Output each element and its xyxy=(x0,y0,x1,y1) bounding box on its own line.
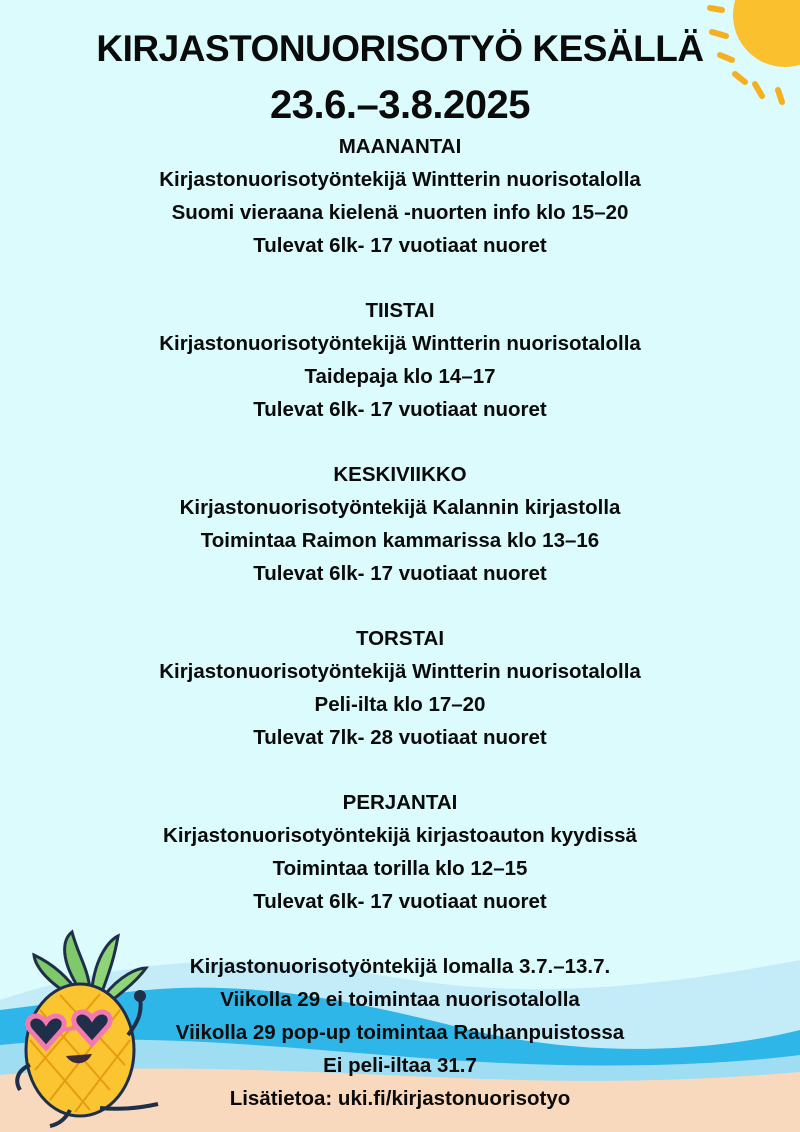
day-line: Taidepaja klo 14–17 xyxy=(304,365,496,388)
day-name: TIISTAI xyxy=(365,299,435,322)
note-vacation: Kirjastonuorisotyöntekijä lomalla 3.7.–13.7. xyxy=(189,955,611,978)
notes xyxy=(0,950,800,1115)
day-name: KESKIVIIKKO xyxy=(333,463,467,486)
day-tuesday xyxy=(0,294,800,426)
day-line: Suomi vieraana kielenä -nuorten info klo 15–20 xyxy=(171,201,629,224)
day-line: Tulevat 6lk- 17 vuotiaat nuoret xyxy=(253,562,547,585)
schedule xyxy=(0,130,800,1115)
day-line: Toimintaa torilla klo 12–15 xyxy=(272,857,528,880)
day-name: TORSTAI xyxy=(355,627,445,650)
day-line: Tulevat 7lk- 28 vuotiaat nuoret xyxy=(253,726,547,749)
day-line: Tulevat 6lk- 17 vuotiaat nuoret xyxy=(253,398,547,421)
day-name: MAANANTAI xyxy=(338,135,462,158)
day-wednesday xyxy=(0,458,800,590)
note-no-game-night: Ei peli-iltaa 31.7 xyxy=(323,1054,477,1077)
page-title: KIRJASTONUORISOTYÖ KESÄLLÄ xyxy=(96,28,704,69)
day-line: Kirjastonuorisotyöntekijä Wintterin nuorisotalolla xyxy=(159,660,641,683)
note-week29-popup: Viikolla 29 pop-up toimintaa Rauhanpuistossa xyxy=(175,1021,625,1044)
day-monday xyxy=(0,130,800,262)
day-line: Tulevat 6lk- 17 vuotiaat nuoret xyxy=(253,234,547,257)
note-week29-closed: Viikolla 29 ei toimintaa nuorisotalolla xyxy=(220,988,580,1011)
day-line: Kirjastonuorisotyöntekijä Wintterin nuorisotalolla xyxy=(159,332,641,355)
day-thursday xyxy=(0,622,800,754)
day-line: Peli-ilta klo 17–20 xyxy=(314,693,486,716)
date-range: 23.6.–3.8.2025 xyxy=(270,83,530,127)
day-line: Tulevat 6lk- 17 vuotiaat nuoret xyxy=(253,890,547,913)
day-friday xyxy=(0,786,800,918)
day-name: PERJANTAI xyxy=(342,791,458,814)
day-line: Kirjastonuorisotyöntekijä kirjastoauton kyydissä xyxy=(163,824,637,847)
day-line: Kirjastonuorisotyöntekijä Wintterin nuorisotalolla xyxy=(159,168,641,191)
day-line: Kirjastonuorisotyöntekijä Kalannin kirjastolla xyxy=(179,496,621,519)
more-info-link[interactable]: Lisätietoa: uki.fi/kirjastonuorisotyo xyxy=(229,1087,571,1110)
day-line: Toimintaa Raimon kammarissa klo 13–16 xyxy=(200,529,600,552)
